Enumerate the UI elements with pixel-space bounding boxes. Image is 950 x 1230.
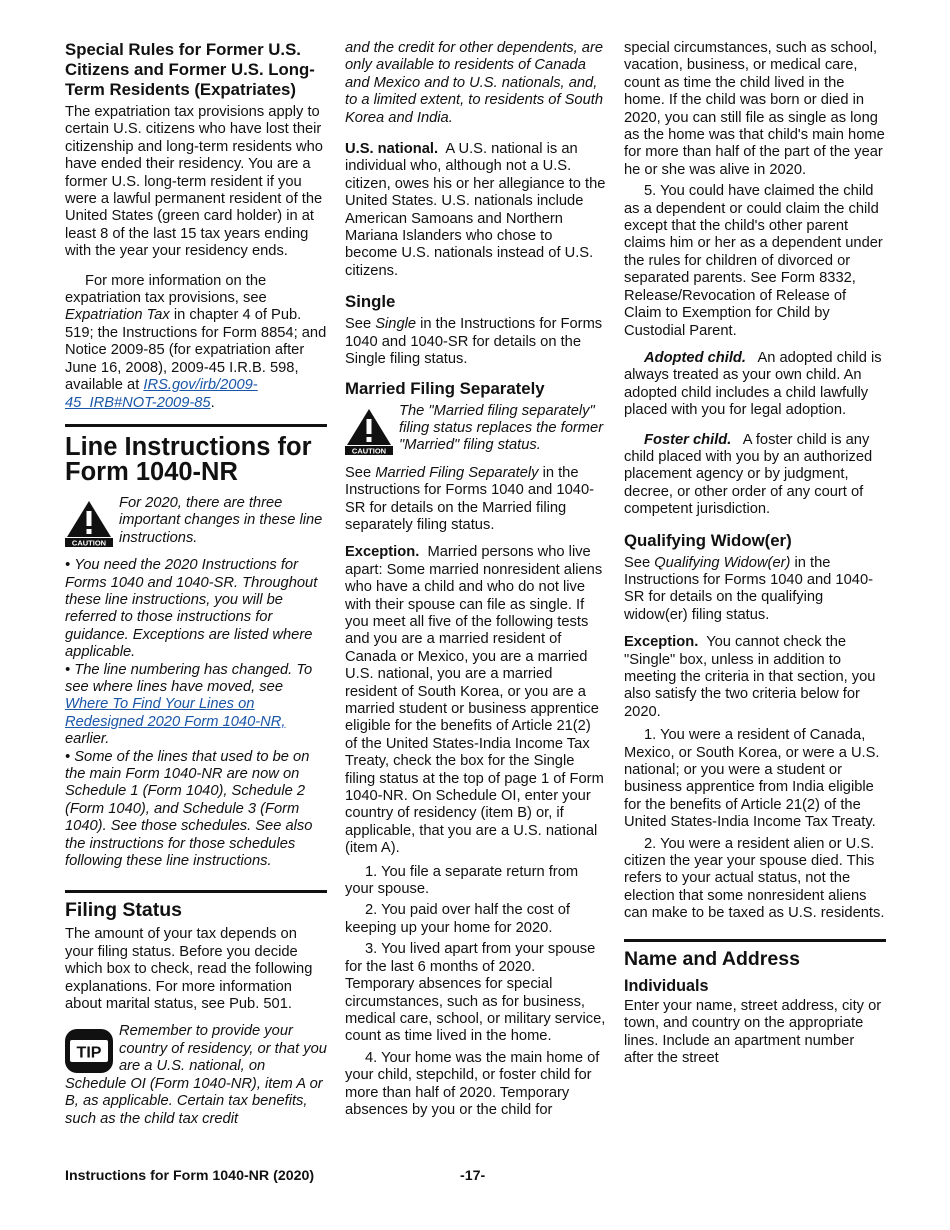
us-national-label: U.S. national. bbox=[345, 141, 439, 158]
bullet-1: • You need the 2020 Instructions for Forms 1040 and 1040-SR. Throughout these line instructions, you will be referred to those instructions for guidance. Exceptions are listed where applicable. bbox=[65, 557, 318, 661]
exception-paragraph: Exception. Married persons who live apart: Some married nonresident aliens who have a child and who do not live with their spouse can file as single. If you meet all five of the following tests and you are a married resident of Canada or Mexico, you are a married U.S. national, you are a married resident of South Korea, or you are a married student or business apprentice eligible for the benefits of Article 21(2) of the United States-India Income Tax Treaty, check the box for the Single filing status at the top of page 1 of Form 1040-NR. On Schedule OI, enter your country of residency (item B) or, if applicable, that you are a U.S. national (item A). bbox=[345, 544, 604, 857]
tip-icon bbox=[65, 1027, 113, 1075]
test-2: 2. You paid over half the cost of keeping up your home for 2020. bbox=[345, 902, 570, 936]
caution-label: CAUTION bbox=[351, 446, 387, 455]
mfs-heading: Married Filing Separately bbox=[345, 378, 545, 398]
bullet-2: • The line numbering has changed. To see where lines have moved, see Where To Find Your Lines on Redesigned 2020 Form 1040-NR, earlier. bbox=[65, 661, 313, 748]
us-national-paragraph: U.S. national. A U.S. national is an individual who, although not a U.S. citizen, owes his or her allegiance to the United States. U.S. nationals include American Samoans and Northern Mariana Islanders who chose to become U.S. nationals instead of U.S. citizens. bbox=[345, 141, 606, 279]
exception-label: Exception. bbox=[345, 544, 420, 561]
qualifying-widower-heading: Qualifying Widow(er) bbox=[624, 530, 792, 550]
individuals-paragraph: Enter your name, street address, city or town, and country on the appropriate lines. Include an apartment number after the street bbox=[624, 997, 882, 1066]
tip-label: TIP bbox=[76, 1044, 102, 1062]
line-instructions-heading: Line Instructions for Form 1040-NR bbox=[65, 432, 312, 486]
single-paragraph: See Single in the Instructions for Forms 1040 and 1040-SR for details on the Single filing status. bbox=[345, 316, 603, 368]
section-rule bbox=[65, 890, 327, 893]
test-4-continuation: special circumstances, such as school, vacation, business, or medical care, count as time the child lived in the home. If the child was born or died in 2020, you can still file as single as long as the home was that child's main home for more than half of the part of the year he or she was alive in 2020. bbox=[624, 40, 885, 178]
criterion-1: 1. You were a resident of Canada, Mexico, or South Korea, or were a U.S. national; or you were a student or business apprentice from India eligible for the benefits of Article 21(2) of the United States-India Income Tax Treaty. bbox=[624, 727, 880, 831]
mfs-paragraph: See Married Filing Separately in the Instructions for Forms 1040 and 1040-SR for details on the Married filing separately filing status. bbox=[345, 464, 594, 533]
credit-continuation: and the credit for other dependents, are only available to residents of Canada and Mexico and to U.S. nationals, and, to a limited extent, to residents of South Korea and India. bbox=[345, 40, 604, 126]
expat-paragraph-2: For more information on the expatriation tax provisions, see Expatriation Tax in chapter 4 of Pub. 519; the Instructions for Form 8854; and Notice 2009-85 (for expatriation after June 16, 2008), 2009-45 I.R.B. 598, available at IRS.gov/irb/2009-45_IRB#NOT-2009-85. bbox=[65, 272, 327, 411]
column-1 bbox=[65, 40, 327, 1138]
tip-note bbox=[65, 1023, 327, 1127]
test-4: 4. Your home was the main home of your child, stepchild, or foster child for more than half of 2020. Temporary absences by you or the child for bbox=[345, 1049, 600, 1118]
caution-icon bbox=[65, 499, 113, 547]
section-rule bbox=[65, 424, 327, 427]
expat-heading: Special Rules for Former U.S. Citizens and Former U.S. Long-Term Residents (Expatriates) bbox=[65, 40, 315, 99]
widower-exception-paragraph: Exception. You cannot check the "Single" box, unless in addition to meeting the criteria in that section, you also satisfy the two criteria below for 2020. bbox=[624, 634, 876, 720]
section-rule bbox=[624, 939, 886, 942]
column-2 bbox=[345, 40, 607, 1123]
footer-form-title: Instructions for Form 1040-NR (2020) bbox=[65, 1168, 315, 1184]
exception-label: Exception. bbox=[624, 634, 699, 651]
irb-notice-link[interactable]: IRS.gov/irb/2009-45_IRB#NOT-2009-85 bbox=[65, 377, 258, 411]
test-5: 5. You could have claimed the child as a dependent or could claim the child except that the child's other parent claims him or her as a dependent under the rules for children of divorced or separated parents. See Form 8332, Release/Revocation of Release of Claim to Exemption for Child by Custodial Parent. bbox=[624, 183, 883, 339]
caution-text-1: For 2020, there are three important changes in these line instructions. bbox=[119, 494, 323, 546]
individuals-heading: Individuals bbox=[624, 976, 709, 995]
adopted-child-paragraph: Adopted child. An adopted child is always treated as your own child. An adopted child includes a child lawfully placed with you for legal adoption. bbox=[624, 349, 882, 419]
bullet-3: • Some of the lines that used to be on the main Form 1040-NR are now on Schedule 1 (Form 1040), Schedule 2 (Form 1040), and Schedule 3 (Form 1040). See those schedules. See also the instructions for those schedules following these line instructions. bbox=[65, 748, 313, 870]
tip-text: Remember to provide your country of residency, or that you are a U.S. national, on Schedule OI (Form 1040-NR), item A or B, as applicable. Certain tax benefits, such as the child tax credit bbox=[65, 1023, 327, 1127]
criterion-2: 2. You were a resident alien or U.S. citizen the year your spouse died. This refers to your actual status, not the election that some nonresident aliens can make to be taxed as U.S. residents. bbox=[624, 835, 885, 922]
caution-icon bbox=[345, 407, 393, 455]
caution-note-1 bbox=[65, 495, 327, 547]
test-3: 3. You lived apart from your spouse for the last 6 months of 2020. Temporary absences for special circumstances, such as for business, medical care, school, or military service, count as time lived in the home. bbox=[345, 941, 606, 1045]
caution-note-2 bbox=[345, 403, 607, 455]
qualifying-widower-paragraph: See Qualifying Widow(er) in the Instructions for Forms 1040 and 1040-SR for details on the qualifying widow(er) filing status. bbox=[624, 554, 873, 623]
where-to-find-lines-link[interactable]: Where To Find Your Lines on Redesigned 2020 Form 1040-NR, bbox=[65, 696, 286, 730]
single-heading: Single bbox=[345, 292, 396, 312]
name-address-heading: Name and Address bbox=[624, 947, 800, 970]
filing-status-paragraph: The amount of your tax depends on your filing status. Before you decide which box to check, read the following explanations. For more information about marital status, see Pub. 501. bbox=[65, 926, 313, 1013]
caution-text-2: The "Married filing separately" filing status replaces the former "Married" filing status. bbox=[399, 402, 604, 454]
foster-child-paragraph: Foster child. A foster child is any child placed with you by an authorized placement agency or by judgment, decree, or other order of any court of competent jurisdiction. bbox=[624, 431, 873, 518]
page-number: -17- bbox=[460, 1168, 486, 1184]
foster-child-label: Foster child. bbox=[644, 431, 732, 448]
filing-status-heading: Filing Status bbox=[65, 899, 182, 922]
caution-label: CAUTION bbox=[71, 538, 107, 547]
expat-paragraph-1: The expatriation tax provisions apply to certain U.S. citizens who have lost their citizenship and long-term residents who have ended their residency. You are a former U.S. long-term resident if you were a lawful permanent resident of the United States (green card holder) in at least 8 of the last 15 tax years ending with the year your residency ends. bbox=[65, 104, 323, 260]
adopted-child-label: Adopted child. bbox=[644, 349, 746, 366]
column-3 bbox=[624, 40, 886, 1077]
test-1: 1. You file a separate return from your spouse. bbox=[345, 863, 579, 898]
